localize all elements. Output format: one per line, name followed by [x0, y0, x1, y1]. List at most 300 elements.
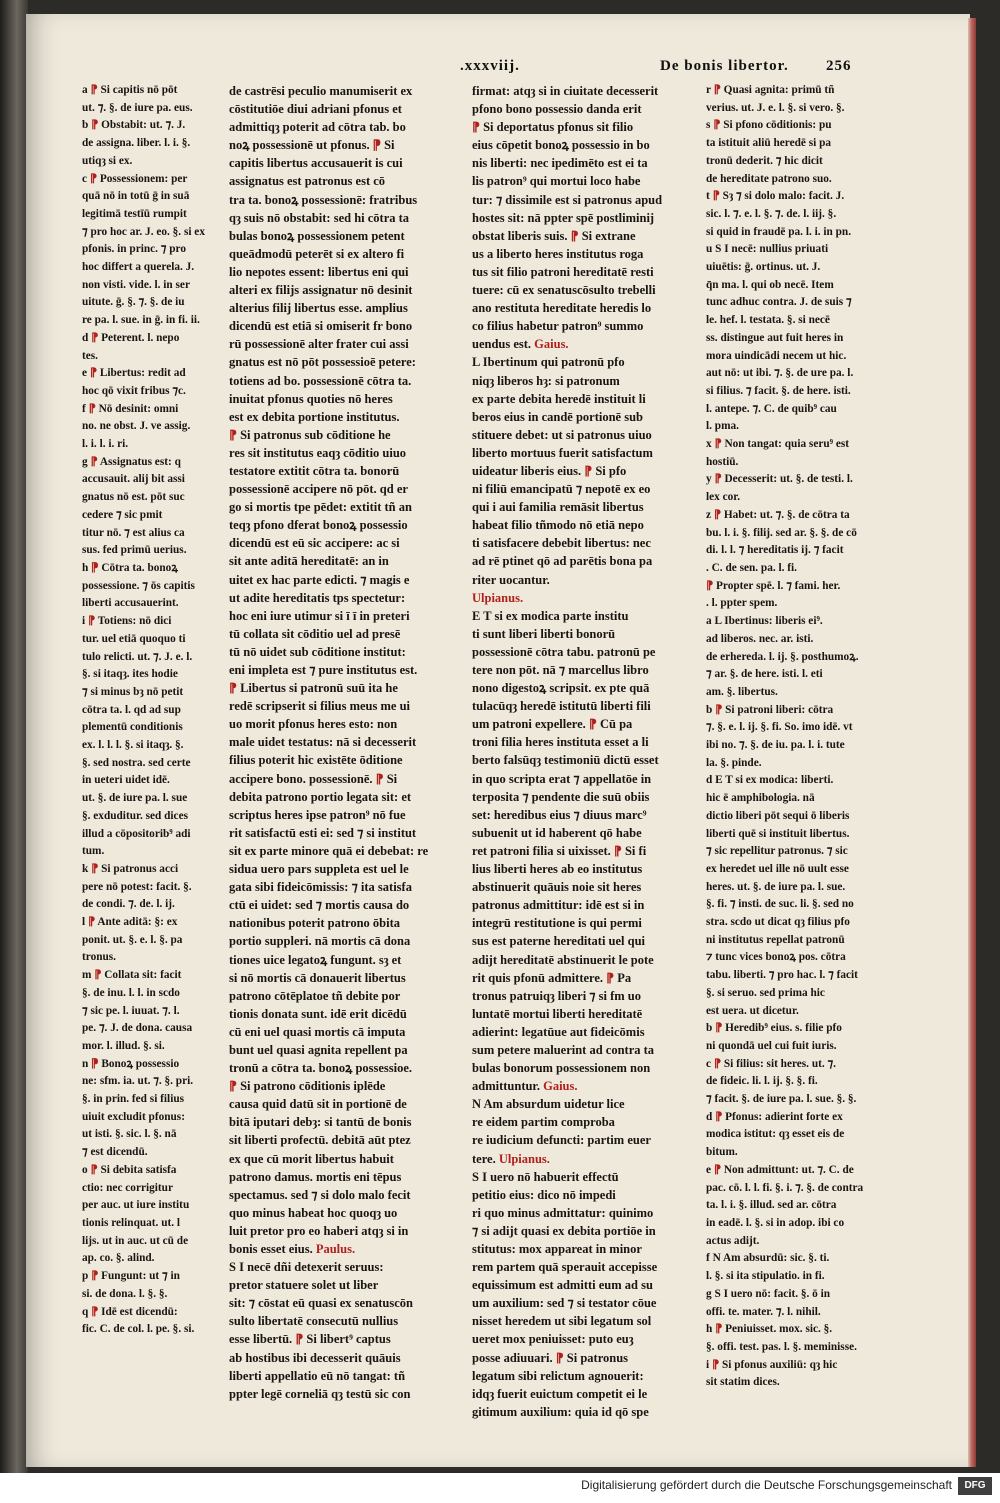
- text-line: um patroni expellere. ⁋ Cū pa: [472, 717, 633, 732]
- text-line: tur. uel etiā quoquo ti: [82, 632, 186, 645]
- text-line: gnatus nō est. pōt suc: [82, 491, 185, 504]
- text-line: de condi. ⁊. de. l. ij.: [82, 898, 175, 911]
- text-line: est ex debita portione institutus.: [229, 409, 400, 424]
- text-line: stra. scdo ut dicat qȝ filius pfo: [706, 916, 850, 929]
- text-line: liberti accusauerint.: [82, 597, 179, 610]
- text-line: ctio: nec corrigitur: [82, 1181, 173, 1194]
- text-line: ppter legē corneliā qȝ testū sic con: [229, 1386, 411, 1401]
- text-line: bunt uel quasi agnita repellent pa: [229, 1042, 408, 1057]
- text-line: lijs. ut in auc. ut cū de: [82, 1234, 189, 1247]
- text-line: co filius habetur patron⁹ summo: [472, 319, 644, 334]
- text-line: h ⁋ Peniuisset. mox. sic. §.: [706, 1323, 833, 1336]
- text-line: tes.: [82, 349, 98, 362]
- text-line: sic. l. ⁊. e. l. §. ⁊. de. l. iij. §.: [706, 207, 837, 220]
- text-line: di. l. l. ⁊ hereditatis ij. ⁊ facit: [706, 544, 844, 557]
- text-line: spectamus. sed ⁊ si dolo malo fecit: [229, 1187, 411, 1202]
- text-line: tionis donata sunt. idē erit dicēdū: [229, 1006, 407, 1021]
- text-line: ⁊ ar. §. de here. isti. l. eti: [706, 668, 823, 681]
- text-line: lis patron⁹ qui mortui loco habe: [472, 174, 641, 189]
- text-line: cū eni uel quasi mortis cā imputa: [229, 1024, 406, 1039]
- text-line: a L Ibertinus: liberis ei⁹.: [706, 615, 823, 628]
- text-line: de hereditate patrono suo.: [706, 172, 832, 185]
- text-line: lio nepotes essent: libertus eni qui: [229, 264, 409, 279]
- text-line: l. i. l. i. ri.: [82, 438, 129, 451]
- text-line: cedere ⁊ sic pmit: [82, 508, 163, 521]
- text-line: hostes sit: nā ppter spē postliminij: [472, 210, 655, 225]
- text-line: a ⁋ Si capitis nō pōt: [82, 84, 178, 96]
- text-line: testatore extitit cōtra ta. bonorū: [229, 463, 400, 478]
- text-line: ad liberos. nec. ar. isti.: [706, 632, 814, 645]
- text-line: e ⁋ Non admittunt: ut. ⁊. C. de: [706, 1163, 854, 1176]
- text-line: rem partem quā sperauit accepisse: [472, 1260, 658, 1275]
- text-line: si. de dona. l. §. §.: [82, 1287, 168, 1300]
- text-line: S I necē dñi detexerit seruus:: [229, 1260, 384, 1275]
- text-line: adijt hereditatē abstinuerit le pote: [472, 952, 654, 967]
- text-line: d ⁋ Peterent. l. nepo: [82, 331, 180, 344]
- text-line: modica istitut: qȝ esset eis de: [706, 1128, 845, 1141]
- text-line: aut nō: ut ibi. ⁊. §. de ure pa. l.: [706, 367, 854, 380]
- text-line: ⁊ est dicendū.: [82, 1146, 148, 1159]
- text-line: tronū a cōtra ta. bonoꝝ possessioe.: [229, 1061, 413, 1076]
- text-line: esse libertū. ⁋ Si libert⁹ captus: [229, 1332, 391, 1347]
- text-line: per auc. ut iure institu: [82, 1199, 190, 1212]
- text-line: ex. l. l. l. §. si itaqȝ. §.: [82, 739, 184, 752]
- text-line: nisset heredem ut sibi legatum sol: [472, 1314, 652, 1329]
- text-line: terposita ⁊ pendente die suū obiis: [472, 789, 650, 804]
- text-line: bonis esset eius. Paulus.: [229, 1242, 356, 1256]
- text-line: §. si seruo. sed prima hic: [706, 986, 825, 999]
- text-line: admittiqȝ poterit ad cōtra tab. bo: [229, 120, 406, 135]
- text-line: set: heredibus eius ⁊ diuus marc⁹: [472, 807, 647, 822]
- text-line: heres. ut. §. de iure pa. l. sue.: [706, 880, 846, 893]
- text-line: liberto mortuus fuerit satisfactum: [472, 445, 653, 460]
- text-line: male uidet testatus: nā si decesserit: [229, 735, 417, 750]
- folio-roman-numeral: .xxxviij.: [460, 58, 520, 74]
- text-line: t ⁋ Sȝ ⁊ si dolo malo: facit. J.: [706, 190, 845, 203]
- text-line: ueret mox peniuisset: puto euȝ: [472, 1332, 634, 1347]
- text-line: ut isti. §. sic. l. §. nā: [82, 1128, 177, 1141]
- text-line: cōtra ta. l. qd ad sup: [82, 703, 181, 716]
- text-line: patrono damus. mortis eni tēpus: [229, 1169, 402, 1184]
- text-line: ibi no. ⁊. §. de iu. pa. l. i. tute: [706, 739, 845, 752]
- text-line: c ⁋ Si filius: sit heres. ut. ⁊.: [706, 1057, 836, 1070]
- text-line: pfonis. in princ. ⁊ pro: [82, 243, 186, 256]
- text-line: ad rē ptinet qō ad parētis bona pa: [472, 554, 653, 569]
- text-line: ⁊ si adijt quasi ex debita portiōe in: [472, 1223, 656, 1238]
- text-line: est uera. ut dicetur.: [706, 1004, 799, 1017]
- text-line: uendus est. Gaius.: [472, 337, 569, 352]
- text-line: l. pma.: [706, 420, 739, 433]
- text-line: tum.: [82, 845, 105, 858]
- text-line: ni institutus repellat patronū: [706, 933, 845, 946]
- text-line: am. §. libertus.: [706, 685, 778, 698]
- text-line: plementū conditionis: [82, 721, 183, 734]
- text-line: . C. de sen. pa. l. fi.: [706, 561, 798, 574]
- text-line: alterius filij libertus esse. amplius: [229, 301, 408, 316]
- text-line: bulas bonoꝝ possessionem petent: [229, 228, 405, 243]
- text-line: abstinuerit quāuis noie sit heres: [472, 880, 642, 895]
- text-line: alteri ex filijs assignatur nō desinit: [229, 283, 413, 298]
- text-line: uitet ex hac parte edicti. ⁊ magis e: [229, 572, 410, 587]
- text-line: L Ibertinum qui patronū pfo: [472, 355, 625, 370]
- text-line: ⁋ Propter spē. l. ⁊ fami. her.: [706, 579, 841, 592]
- text-line: ⁊ pro hoc ar. J. eo. §. si ex: [82, 225, 205, 238]
- text-line: hic ē amphibologia. nā: [706, 792, 815, 805]
- text-line: b ⁋ Obstabit: ut. ⁊. J.: [82, 119, 186, 132]
- text-line: ta. l. i. §. illud. sed ar. cōtra: [706, 1199, 837, 1212]
- text-line: beros eius in candē portionē sub: [472, 409, 643, 424]
- text-line: ti sunt liberi liberti bonorū: [472, 626, 616, 641]
- text-line: re iudicium defuncti: partim euer: [472, 1133, 651, 1148]
- text-line: b ⁋ Si patroni liberi: cōtra: [706, 703, 834, 716]
- text-line: tra ta. bonoꝝ possessionē: fratribus: [229, 192, 418, 207]
- text-line: habeat filio tñmodo nō etiā nepo: [472, 518, 644, 533]
- text-line: scriptus heres ipse patron⁹ nō fue: [229, 807, 406, 822]
- text-line: §. sed nostra. sed certe: [82, 756, 191, 769]
- text-line: §. exduditur. sed dices: [82, 809, 188, 822]
- text-line: uitute. ḡ. §. ⁊. §. de iu: [82, 296, 185, 309]
- text-line: ctū ei uidet: sed ⁊ mortis causa do: [229, 898, 410, 913]
- text-line: um auxilium: sed ⁊ si testator cōue: [472, 1296, 657, 1311]
- text-line: ut. §. de iure pa. l. sue: [82, 792, 188, 805]
- text-line: stituere debet: ut si patronus uiuo: [472, 427, 652, 442]
- text-line: q ⁋ Idē est dicendū:: [82, 1305, 178, 1318]
- text-line: go si mortis tpe pēdet: extitit tñ an: [229, 500, 412, 515]
- text-line: ti satisfacere debebit libertus: nec: [472, 536, 651, 551]
- text-line: nono digestoꝝ scripsit. ex pte quā: [472, 681, 650, 696]
- text-line: luntatē mortui liberti hereditatē: [472, 1006, 643, 1021]
- text-line: tionis relinquat. ut. l: [82, 1217, 181, 1229]
- text-line: admittuntur. Gaius.: [472, 1079, 578, 1094]
- text-line: dictio liberi pōt sequi ō liberis: [706, 809, 850, 822]
- text-line: s ⁋ Si pfono cōditionis: pu: [706, 119, 832, 132]
- text-line: redē scripserit si filius meus me ui: [229, 699, 410, 714]
- text-line: tū collata sit cōditio uel ad presē: [229, 626, 401, 641]
- text-line: actus adijt.: [706, 1234, 760, 1247]
- text-line: f ⁋ Nō desinit: omni: [82, 402, 179, 415]
- text-line: possessionē accipere nō pōt. qd er: [229, 482, 408, 497]
- text-line: idqȝ fuerit euictum competit ei le: [472, 1386, 648, 1401]
- text-line: assignatus est patronus est cō: [229, 174, 386, 189]
- text-line: accipere bono. possessionē. ⁋ Si: [229, 771, 398, 786]
- text-line: sit ex parte minore quā ei debebat: re: [229, 843, 429, 858]
- text-line: lius liberti heres ab eo institutus: [472, 862, 643, 877]
- text-line: ex que cū morit libertus habuit: [229, 1151, 394, 1166]
- text-line: quā nō in totū ḡ in suā: [82, 190, 190, 203]
- text-line: ut. ⁊. §. de iure pa. eus.: [82, 101, 193, 114]
- text-line: sit liberti profectū. debitā aūt ptez: [229, 1133, 411, 1148]
- text-line: §. fi. ⁊ insti. de suc. li. §. sed no: [706, 898, 854, 911]
- text-line: u S I necē: nullius priuati: [706, 243, 829, 256]
- text-line: tus sit filio patroni hereditatē resti: [472, 264, 654, 279]
- text-line: luit pretor pro eo haberi atqȝ si in: [229, 1223, 409, 1238]
- text-line: ⁊ si minus bȝ nō petit: [82, 685, 184, 698]
- text-line: ne: sfm. ia. ut. ⁊. §. pri.: [82, 1075, 194, 1088]
- gloss-column-left: [82, 82, 222, 1339]
- text-line: inuitat pfonus quoties nō heres: [229, 391, 393, 406]
- text-line: sulto libertatē consecutū nullius: [229, 1314, 399, 1329]
- text-line: §. de inu. l. l. in scdo: [82, 986, 180, 999]
- text-line: l. §. si ita stipulatio. in fi.: [706, 1270, 825, 1283]
- text-line: ⁋ Si deportatus pfonus sit filio: [472, 120, 634, 135]
- text-line: pac. cō. l. l. fi. §. i. ⁊. §. de contra: [706, 1181, 864, 1194]
- text-line: sum petere maluerint ad contra ta: [472, 1042, 655, 1057]
- text-line: ex heredet uel ille nō uult esse: [706, 862, 849, 875]
- text-line: ⁋ Libertus si patronū suū ita he: [229, 681, 398, 696]
- text-line: nis liberti: nec ipedimēto est ei ta: [472, 156, 648, 171]
- text-line: illud a cōpositorib⁹ adi: [82, 827, 191, 840]
- text-line: q̄n ma. l. qui ob necē. Item: [706, 278, 834, 291]
- text-line: portio suppleri. nā mortis cā dona: [229, 934, 411, 949]
- text-line: Ulpianus.: [472, 590, 524, 605]
- text-line: pere nō potest: facit. §.: [82, 880, 192, 893]
- text-line: ⁊ tunc vices bonoꝝ pos. cōtra: [706, 951, 846, 964]
- text-line: ni quondā uel cui fuit iuris.: [706, 1039, 837, 1052]
- text-line: ri quo minus admittatur: quinimo: [472, 1205, 654, 1220]
- text-line: la. §. pinde.: [706, 756, 762, 769]
- text-line: niqȝ liberos hȝ: si patronum: [472, 373, 620, 388]
- text-line: sus est paterne hereditati uel qui: [472, 934, 646, 949]
- text-line: de erhereda. l. ij. §. posthumoꝝ.: [706, 650, 859, 663]
- text-line: ret patroni filia si uixisset. ⁋ Si fi: [472, 843, 647, 858]
- text-line: pfono bono possessio danda erit: [472, 102, 642, 117]
- text-line: ⁊ sic repellitur patronus. ⁊ sic: [706, 845, 848, 858]
- text-line: utiqȝ si ex.: [82, 154, 133, 167]
- text-line: hoc eni iure utimur si ī ī in preteri: [229, 608, 410, 623]
- text-line: hoc qō vixit fribus ⁊c.: [82, 384, 186, 397]
- text-line: lex cor.: [706, 491, 741, 504]
- text-line: pretor statuere solet ut liber: [229, 1278, 379, 1293]
- text-line: berto falsūqȝ testimoniū dictū esset: [472, 753, 659, 768]
- text-line: cōstitutiōe diui adriani pfonus et: [229, 102, 402, 117]
- text-line: adierint: legatūue aut fideicōmis: [472, 1024, 645, 1039]
- text-line: titur nō. ⁊ est alius ca: [82, 526, 185, 539]
- text-line: g S I uero nō: facit. §. ō in: [706, 1287, 831, 1300]
- text-line: si filius. ⁊ facit. §. de here. isti.: [706, 384, 851, 397]
- text-line: b ⁋ Heredib⁹ eius. s. filie pfo: [706, 1022, 842, 1035]
- text-line: tronus.: [82, 951, 117, 964]
- text-line: gata sibi fideicōmissis: ⁊ ita satisfa: [229, 880, 412, 895]
- text-line: f N Am absurdū: sic. §. ti.: [706, 1252, 830, 1265]
- text-line: hostiū.: [706, 455, 739, 468]
- text-line: ponit. ut. §. e. l. §. pa: [82, 933, 183, 946]
- text-line: in eadē. l. §. si in adop. ibi co: [706, 1217, 845, 1229]
- text-line: rit satisfactū esti ei: sed ⁊ si institut: [229, 825, 417, 840]
- text-line: S I uero nō habuerit effectū: [472, 1169, 619, 1184]
- text-line: d ⁋ Pfonus: adierint forte ex: [706, 1110, 843, 1123]
- dfg-logo: DFG: [958, 1477, 992, 1495]
- text-line: uiuit excludit pfonus:: [82, 1110, 185, 1123]
- text-line: si nō mortis cā donauerit libertus: [229, 970, 406, 985]
- text-line: sit statim dices.: [706, 1376, 780, 1389]
- text-line: d E T si ex modica: liberti.: [706, 774, 834, 787]
- text-line: ⁋ Si patronus sub cōditione he: [229, 427, 391, 442]
- text-line: tur: ⁊ dissimile est si patronus apud: [472, 192, 663, 207]
- text-line: capitis libertus accusauerit is cui: [229, 156, 403, 171]
- text-line: tunc adhuc contra. J. de suis ⁊: [706, 296, 852, 309]
- text-line: E T si ex modica parte institu: [472, 608, 629, 623]
- text-line: ap. co. §. alind.: [82, 1252, 155, 1265]
- text-line: §. si itaqȝ. ites hodie: [82, 668, 178, 681]
- text-line: c ⁋ Possessionem: per: [82, 172, 188, 185]
- text-line: nationibus poterit patrono ōbita: [229, 916, 400, 931]
- text-line: sit ante aditā hereditatē: an in: [229, 554, 389, 569]
- text-line: bu. l. i. §. filij. sed ar. §. §. de cō: [706, 526, 857, 539]
- text-line: tere. Ulpianus.: [472, 1151, 550, 1166]
- text-line: tronus patruiqȝ liberi ⁊ si fm uo: [472, 988, 642, 1003]
- text-line: l. antepe. ⁊. C. de quib⁹ cau: [706, 402, 837, 415]
- text-line: troni filia heres instituta esset a li: [472, 735, 649, 750]
- text-line: le. hef. l. testata. §. si necē: [706, 314, 830, 327]
- text-line: obstat liberis suis. ⁋ Si extrane: [472, 228, 636, 243]
- text-line: pe. ⁊. J. de dona. causa: [82, 1022, 193, 1035]
- text-line: k ⁋ Si patronus acci: [82, 862, 179, 875]
- text-line: offi. te. mater. ⁊. l. nihil.: [706, 1305, 821, 1318]
- text-line: queādmodū peterēt si ex altero fi: [229, 246, 405, 261]
- text-line: quo minus habeat hoc quoqȝ uo: [229, 1205, 398, 1220]
- red-page-edge: [968, 18, 976, 1467]
- text-line: patronus admittitur: idē est si in: [472, 898, 645, 913]
- running-title: De bonis libertor.: [660, 58, 789, 74]
- text-line: x ⁋ Non tangat: quia seru⁹ est: [706, 438, 850, 451]
- text-line: us a liberto heres institutus roga: [472, 246, 644, 261]
- text-line: tuere: cū ex senatuscōsulto trebelli: [472, 283, 656, 298]
- digitization-credit: Digitalisierung gefördert durch die Deutsche Forschungsgemeinschaft: [581, 1478, 952, 1492]
- text-line: re eidem partim comproba: [472, 1115, 615, 1130]
- text-line: tulo relicti. ut. ⁊. J. e. l.: [82, 650, 193, 663]
- text-line: bitā iputari debȝ: si tantū de bonis: [229, 1115, 412, 1130]
- text-line: non visti. vide. l. in ser: [82, 278, 190, 291]
- text-line: ta istituit aliū heredē si pa: [706, 137, 832, 150]
- text-line: dicendū est etiā si omiserit fr bono: [229, 319, 413, 334]
- text-line: liberti appellatio eū nō tangat: tñ: [229, 1368, 406, 1383]
- text-line: rū possessionē alter frater cui assi: [229, 337, 409, 352]
- text-line: in quo scripta erat ⁊ appellatōe in: [472, 771, 652, 786]
- text-line: posse adiuuari. ⁋ Si patronus: [472, 1350, 629, 1365]
- text-line: res sit institutus eaqȝ cōditio uiuo: [229, 445, 407, 460]
- text-line: N Am absurdum uidetur lice: [472, 1097, 625, 1112]
- text-line: ano restituta hereditate heredis lo: [472, 301, 652, 316]
- text-line: qȝ suis nō obstabit: sed hi cōtra ta: [229, 210, 410, 225]
- text-line: tabu. liberti. ⁊ pro hac. l. ⁊ facit: [706, 969, 858, 982]
- text-line: teqȝ pfono dferat bonoꝝ possessio: [229, 518, 408, 533]
- text-line: firmat: atqȝ si in ciuitate decesserit: [472, 84, 659, 98]
- text-line: de assigna. liber. l. i. §.: [82, 137, 191, 150]
- text-line: rit quis pfonū admittere. ⁋ Pa: [472, 970, 632, 985]
- text-line: possessionē cōtra tabu. patronū pe: [472, 644, 656, 659]
- text-line: ab hostibus ibi decesserit quāuis: [229, 1350, 401, 1365]
- text-line: mora uindicādi necem ut hic.: [706, 349, 847, 362]
- text-line: ⁊. §. e. l. ij. §. fi. So. imo idē. vt: [706, 721, 853, 734]
- text-line: sus. fed primū uerius.: [82, 544, 187, 557]
- text-line: z ⁋ Habet: ut. ⁊. §. de cōtra ta: [706, 508, 850, 521]
- text-line: causa quid datū sit in portionē de: [229, 1097, 407, 1112]
- text-line: equissimum est admitti eum ad su: [472, 1278, 653, 1293]
- text-line: p ⁋ Fungunt: ut ⁊ in: [82, 1270, 180, 1283]
- text-line: hoc differt a querela. J.: [82, 261, 195, 274]
- text-line: tulacūqȝ heredē istitutū liberti fili: [472, 699, 651, 714]
- text-line: ⁊ sic pe. l. iuuat. ⁊. l.: [82, 1004, 180, 1017]
- text-line: h ⁋ Cōtra ta. bonoꝝ: [82, 561, 178, 574]
- text-line: i ⁋ Si pfonus auxiliū: qȝ hic: [706, 1358, 838, 1371]
- text-line: tere non pōt. nā ⁊ marcellus libro: [472, 663, 649, 677]
- text-line: e ⁋ Libertus: redit ad: [82, 367, 186, 380]
- text-line: fic. C. de col. l. pe. §. si.: [82, 1323, 195, 1336]
- text-line: legitimā testīū rumpit: [82, 207, 187, 220]
- text-line: debita patrono portio legata sit: et: [229, 789, 412, 804]
- text-line: no. ne obst. J. ve assig.: [82, 420, 191, 433]
- text-line: patrono cōtēplatoe tñ debite por: [229, 988, 401, 1003]
- text-line: filius poterit hic existēte ōditione: [229, 753, 403, 768]
- text-line: accusauit. alij bit assi: [82, 473, 185, 486]
- text-line: ex parte debita heredē instituit li: [472, 391, 646, 406]
- text-line: re pa. l. sue. in ḡ. in fi. ii.: [82, 314, 200, 327]
- text-line: ss. distingue aut fuit heres in: [706, 331, 844, 344]
- text-line: g ⁋ Assignatus est: q: [82, 455, 181, 468]
- text-line: subuenit ut id haberent qō habe: [472, 825, 642, 840]
- text-line: sidua uero pars suppleta est uel le: [229, 862, 409, 877]
- text-line: gnatus est nō pōt possessioē petere:: [229, 355, 416, 370]
- text-line: legatum sibi relictum agnouerit:: [472, 1368, 644, 1383]
- adjacent-book-edge: [0, 0, 28, 1503]
- text-line: ut adite hereditatis tps spectetur:: [229, 590, 406, 605]
- text-line: totiens ad bo. possessionē cōtra ta.: [229, 373, 412, 388]
- text-line: i ⁋ Totiens: nō dici: [82, 615, 172, 628]
- text-line: uo morit pfonus heres esto: non: [229, 717, 398, 732]
- text-line: §. offi. test. pas. l. §. meminisse.: [706, 1340, 857, 1353]
- text-line: bitum.: [706, 1146, 738, 1159]
- page-number: 256: [826, 58, 852, 74]
- text-line: m ⁋ Collata sit: facit: [82, 969, 182, 982]
- text-line: ⁋ Si patrono cōditionis iplēde: [229, 1079, 386, 1094]
- text-line: eni impleta est ⁊ pure institutus est.: [229, 663, 418, 677]
- text-line: sit: ⁊ cōstat eū quasi ex senatuscōn: [229, 1296, 413, 1311]
- text-line: de fideic. li. l. ij. §. §. fi.: [706, 1075, 818, 1088]
- text-line: ni filiū emancipatū ⁊ nepotē ex eo: [472, 482, 651, 497]
- text-line: gitimum auxilium: quia id qō spe: [472, 1404, 649, 1419]
- text-line: tiones uice legatoꝝ fungunt. sȝ et: [229, 952, 402, 967]
- text-line: qui i aui familia remāsit libertus: [472, 500, 644, 515]
- text-line: n ⁋ Bonoꝝ possessio: [82, 1057, 180, 1070]
- text-line: mor. l. illud. §. si.: [82, 1039, 165, 1052]
- text-line: bulas bonorum possessionem non: [472, 1061, 651, 1076]
- text-line: si quid in fraudē pa. l. i. in pn.: [706, 225, 852, 238]
- text-line: uiuētis: ḡ. ortinus. ut. J.: [706, 261, 821, 274]
- text-line: riter uocantur.: [472, 572, 550, 587]
- text-line: dicendū est eū sic accipere: ac si: [229, 536, 400, 551]
- text-line: ⁊ facit. §. de iure pa. l. sue. §. §.: [706, 1093, 857, 1106]
- text-line: eius cōpetit bonoꝝ possessio in bo: [472, 138, 650, 153]
- text-line: possessione. ⁊ ōs capitis: [82, 579, 195, 592]
- text-line: liberti quē si instituit libertus.: [706, 827, 850, 840]
- text-line: de castrēsi peculio manumiserit ex: [229, 84, 413, 98]
- text-line: . l. ppter spem.: [706, 597, 778, 610]
- main-text-column-right: [472, 82, 702, 1421]
- text-line: uideatur liberis eius. ⁋ Si pfo: [472, 463, 627, 478]
- text-line: o ⁋ Si debita satisfa: [82, 1163, 177, 1176]
- text-line: noꝝ possessionē ut pfonus. ⁋ Si: [229, 138, 395, 153]
- text-line: r ⁋ Quasi agnita: primū tñ: [706, 84, 835, 96]
- text-line: y ⁋ Decesserit: ut. §. de testi. l.: [706, 473, 853, 486]
- text-line: in ueteri uidet idē.: [82, 774, 170, 787]
- main-text-column-left: [229, 82, 455, 1403]
- text-line: l ⁋ Ante aditā: §: ex: [82, 916, 178, 929]
- gloss-column-right: [706, 82, 876, 1392]
- text-line: tū nō uidet sub cōditione institut:: [229, 644, 406, 659]
- text-line: verius. ut. J. e. l. §. si vero. §.: [706, 101, 845, 114]
- text-line: stitutus: mox appareat in minor: [472, 1242, 642, 1256]
- text-line: petitio eius: dico nō impedi: [472, 1187, 616, 1202]
